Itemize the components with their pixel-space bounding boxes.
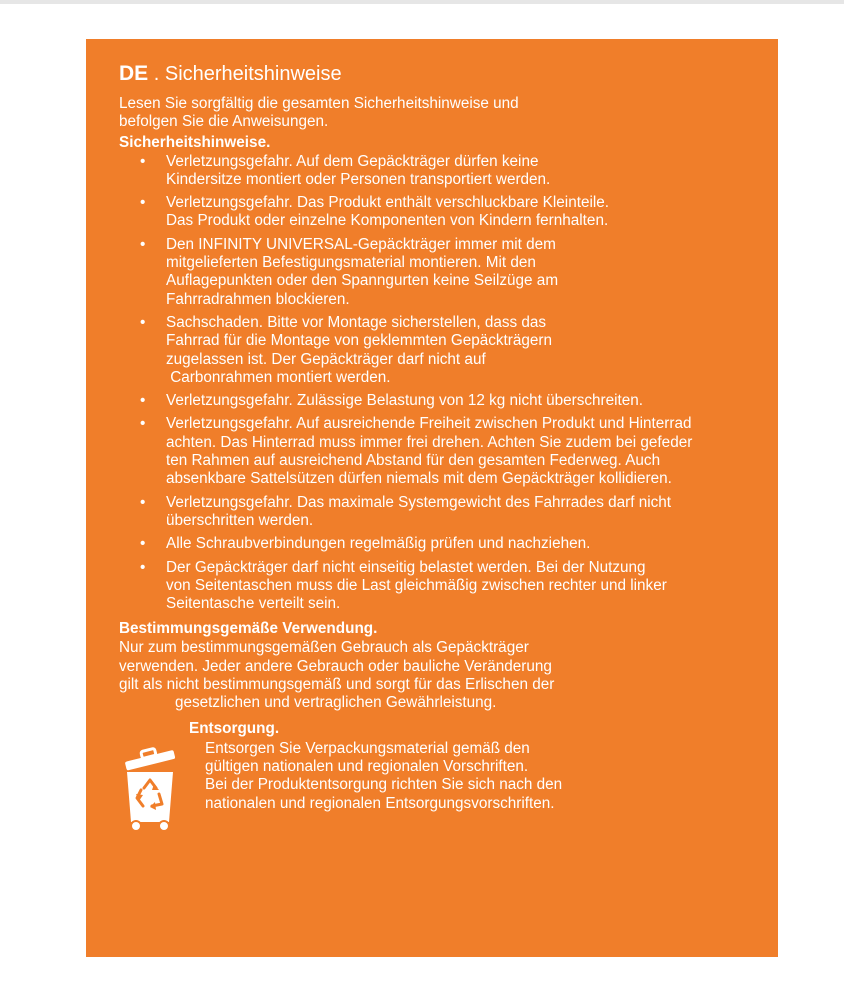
item-line: mitgelieferten Befestigungsmaterial montieren. Mit den xyxy=(166,254,536,272)
disposal-line: nationalen und regionalen Entsorgungsvorschriften. xyxy=(205,794,555,812)
list-item xyxy=(119,494,754,531)
item-line: Verletzungsgefahr. Zulässige Belastung von 12 kg nicht überschreiten. xyxy=(166,392,644,410)
intro-line: Lesen Sie sorgfältig die gesamten Sicherheitshinweise und xyxy=(119,95,519,112)
list-item xyxy=(119,392,754,410)
item-line: ten Rahmen auf ausreichend Abstand für den gesamten Federweg. Auch xyxy=(166,452,661,470)
item-line: überschritten werden. xyxy=(166,511,314,529)
top-bar xyxy=(0,0,844,4)
list-item xyxy=(119,153,754,190)
list-item xyxy=(119,314,754,387)
disposal-line: gültigen nationalen und regionalen Vorschriften. xyxy=(205,757,529,775)
usage-heading: Bestimmungsgemäße Verwendung. xyxy=(119,620,378,638)
bullet: • xyxy=(140,152,146,170)
bullet: • xyxy=(140,392,146,410)
usage-line: gesetzlichen und vertraglichen Gewährleistung. xyxy=(175,694,497,712)
intro-line: befolgen Sie die Anweisungen. xyxy=(119,113,329,131)
bullet: • xyxy=(140,194,146,212)
disposal-line: Bei der Produktentsorgung richten Sie sich nach den xyxy=(205,776,563,794)
item-line: Carbonrahmen montiert werden. xyxy=(166,368,391,386)
list-item xyxy=(119,415,754,488)
list-item xyxy=(119,236,754,309)
item-line: Der Gepäckträger darf nicht einseitig belastet werden. Bei der Nutzung xyxy=(166,558,646,576)
item-line: Seitentasche verteilt sein. xyxy=(166,595,341,613)
disposal-section xyxy=(119,740,754,840)
disposal-heading: Entsorgung. xyxy=(189,719,280,737)
item-line: zugelassen ist. Der Gepäckträger darf nicht auf xyxy=(166,350,486,368)
disposal-line: Entsorgen Sie Verpackungsmaterial gemäß den xyxy=(205,739,530,757)
usage-text xyxy=(119,639,754,712)
item-line: von Seitentaschen muss die Last gleichmäßig zwischen rechter und linker xyxy=(166,576,667,594)
item-line: Verletzungsgefahr. Das Produkt enthält verschluckbare Kleinteile. xyxy=(166,194,610,212)
bullet: • xyxy=(140,235,146,253)
list-item xyxy=(119,194,754,231)
bullet: • xyxy=(140,535,146,553)
language-code: DE xyxy=(119,62,149,85)
bullet: • xyxy=(140,415,146,433)
bullet: • xyxy=(140,558,146,576)
bullet: • xyxy=(140,313,146,331)
usage-line: gilt als nicht bestimmungsgemäß und sorgt für das Erlischen der xyxy=(119,676,555,694)
intro-text xyxy=(119,95,754,132)
item-line: Fahrradrahmen blockieren. xyxy=(166,290,350,308)
item-line: Kindersitze montiert oder Personen transportiert werden. xyxy=(166,170,551,188)
page-title xyxy=(119,61,754,87)
safety-heading: Sicherheitshinweise. xyxy=(119,133,271,151)
title-text: . Sicherheitshinweise xyxy=(153,63,342,85)
recycling-bin-icon xyxy=(119,744,181,834)
usage-line: verwenden. Jeder andere Gebrauch oder bauliche Veränderung xyxy=(119,657,552,675)
item-line: Den INFINITY UNIVERSAL-Gepäckträger immer mit dem xyxy=(166,235,556,253)
item-line: Verletzungsgefahr. Auf dem Gepäckträger dürfen keine xyxy=(166,152,539,170)
safety-list xyxy=(119,153,754,614)
list-item xyxy=(119,559,754,614)
bullet: • xyxy=(140,493,146,511)
item-line: Alle Schraubverbindungen regelmäßig prüfen und nachziehen. xyxy=(166,535,591,553)
item-line: Auflagepunkten oder den Spanngurten keine Seilzüge am xyxy=(166,272,559,290)
item-line: Verletzungsgefahr. Das maximale Systemgewicht des Fahrrades darf nicht xyxy=(166,493,672,511)
item-line: Sachschaden. Bitte vor Montage sicherstellen, dass das xyxy=(166,313,547,331)
safety-instructions-panel xyxy=(86,39,778,957)
item-line: absenkbare Sattelsützen dürfen niemals mit dem Gepäckträger kollidieren. xyxy=(166,470,672,488)
item-line: achten. Das Hinterrad muss immer frei drehen. Achten Sie zudem bei gefeder xyxy=(166,433,693,451)
item-line: Fahrrad für die Montage von geklemmten Gepäckträgern xyxy=(166,332,553,350)
item-line: Das Produkt oder einzelne Komponenten von Kindern fernhalten. xyxy=(166,212,609,230)
list-item xyxy=(119,535,754,553)
item-line: Verletzungsgefahr. Auf ausreichende Freiheit zwischen Produkt und Hinterrad xyxy=(166,415,692,433)
usage-line: Nur zum bestimmungsgemäßen Gebrauch als Gepäckträger xyxy=(119,639,529,657)
